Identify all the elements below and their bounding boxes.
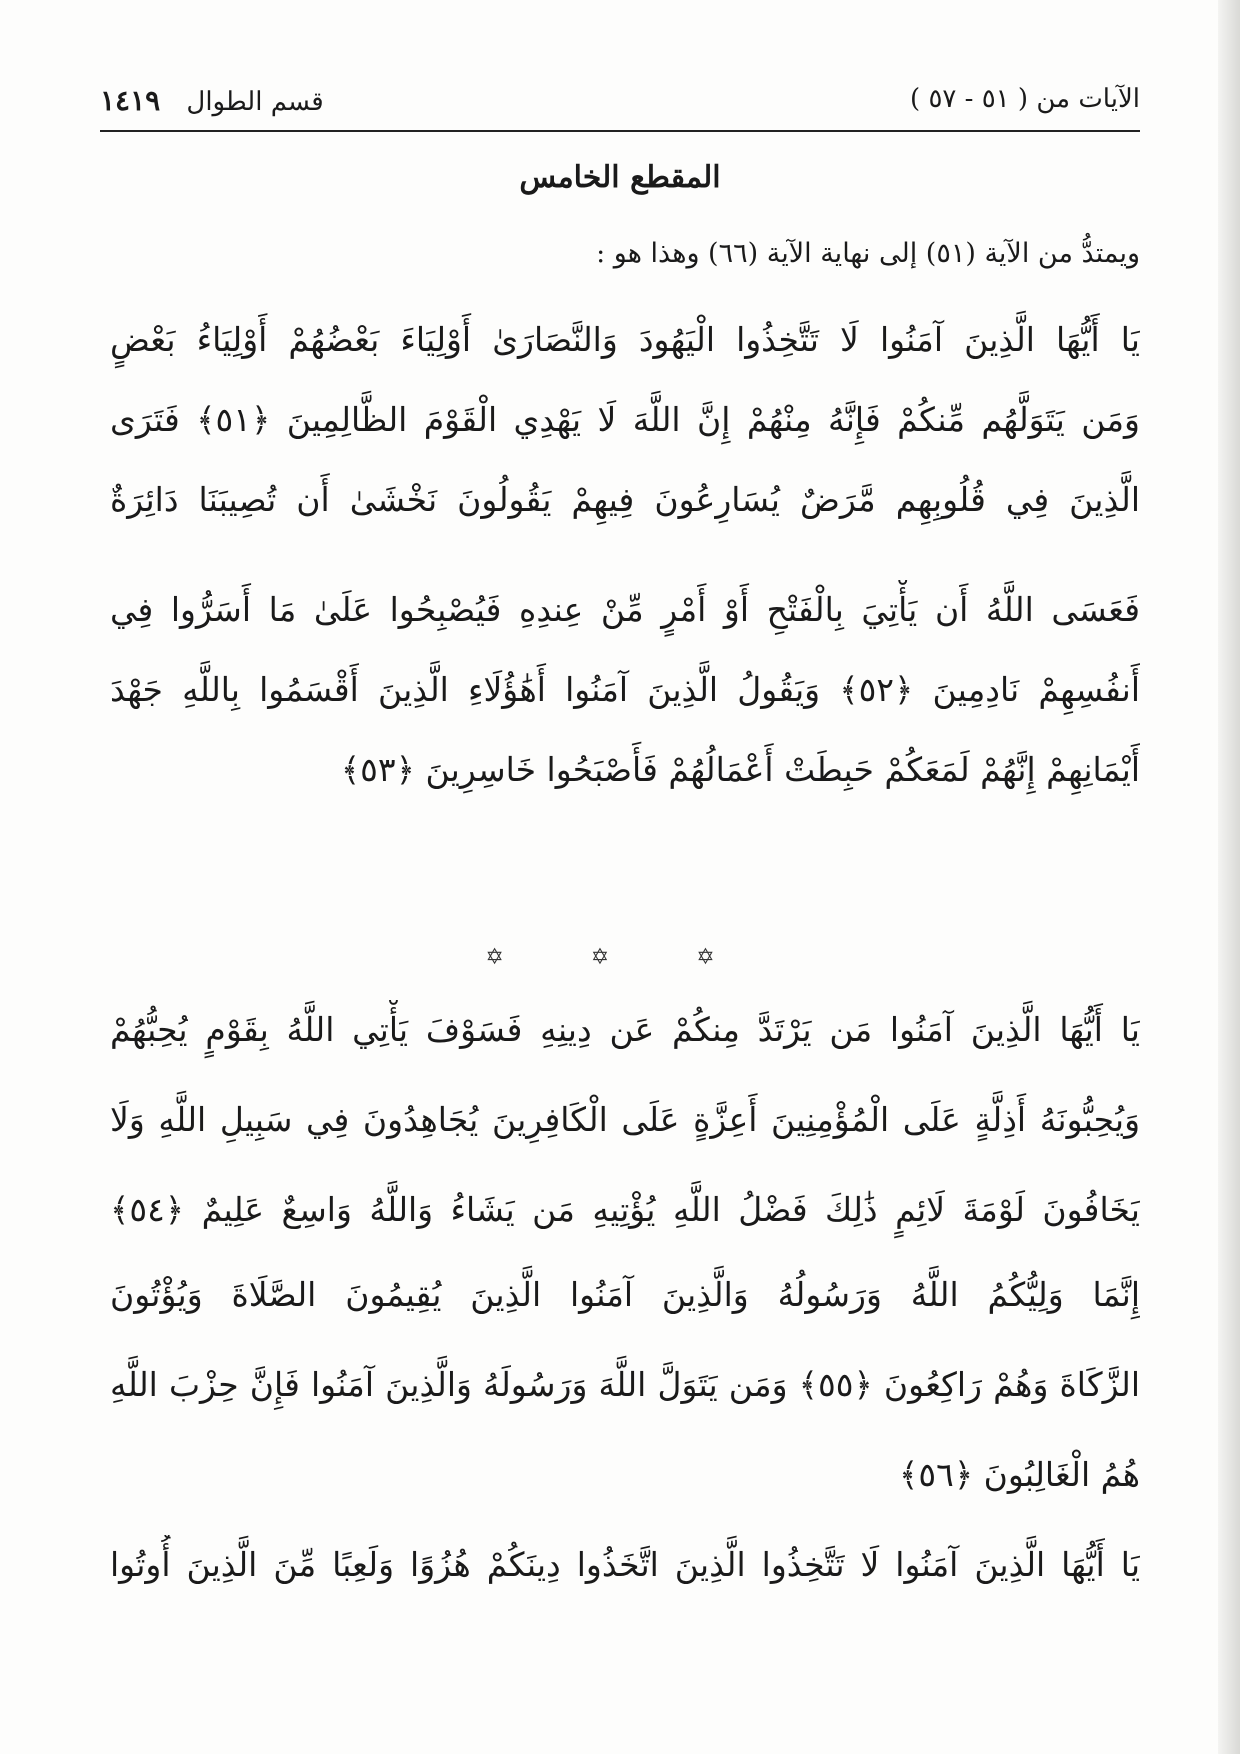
intro-text: ويمتدُّ من الآية (٥١) إلى نهاية الآية (٦٦) وهذا هو : bbox=[596, 238, 1140, 269]
verse-line: يَا أَيُّهَا الَّذِينَ آمَنُوا لَا تَتَّخِذُوا الَّذِينَ اتَّخَذُوا دِينَكُمْ هُزُوًا وَلَعِبًا مِّنَ الَّذِينَ أُوتُوا bbox=[110, 1545, 1140, 1584]
verse-line: يَا أَيُّهَا الَّذِينَ آمَنُوا لَا تَتَّخِذُوا الْيَهُودَ وَالنَّصَارَىٰ أَوْلِيَاءَ بَعْضُهُمْ أَوْلِيَاءُ بَعْضٍ bbox=[110, 320, 1140, 359]
verse-line: وَيُحِبُّونَهُ أَذِلَّةٍ عَلَى الْمُؤْمِنِينَ أَعِزَّةٍ عَلَى الْكَافِرِينَ يُجَاهِدُونَ فِي سَبِيلِ اللَّهِ وَلَا bbox=[110, 1100, 1140, 1139]
verse-line: أَيْمَانِهِمْ إِنَّهُمْ لَمَعَكُمْ حَبِطَتْ أَعْمَالُهُمْ فَأَصْبَحُوا خَاسِرِينَ ﴿٥٣﴾ bbox=[340, 750, 1140, 789]
page-number: ١٤١٩ bbox=[100, 84, 161, 117]
verse-line: إِنَّمَا وَلِيُّكُمُ اللَّهُ وَرَسُولُهُ وَالَّذِينَ آمَنُوا الَّذِينَ يُقِيمُونَ الصَّلَاةَ وَيُؤْتُونَ bbox=[110, 1275, 1140, 1314]
verses-range: الآيات من ( ٥١ - ٥٧ ) bbox=[910, 84, 1140, 114]
verse-line: فَعَسَى اللَّهُ أَن يَأْتِيَ بِالْفَتْحِ أَوْ أَمْرٍ مِّنْ عِندِهِ فَيُصْبِحُوا عَلَىٰ مَا أَسَرُّوا فِي bbox=[110, 590, 1140, 629]
star-separator: ✡ ✡ ✡ bbox=[485, 945, 755, 970]
verse-line: الَّذِينَ فِي قُلُوبِهِم مَّرَضٌ يُسَارِعُونَ فِيهِمْ يَقُولُونَ نَخْشَىٰ أَن تُصِيبَنَا دَائِرَةٌ bbox=[110, 480, 1140, 519]
verse-line: يَخَافُونَ لَوْمَةَ لَائِمٍ ذَٰلِكَ فَضْلُ اللَّهِ يُؤْتِيهِ مَن يَشَاءُ وَاللَّهُ وَاسِعٌ عَلِيمٌ ﴿٥٤﴾ bbox=[110, 1190, 1140, 1229]
verse-line: هُمُ الْغَالِبُونَ ﴿٥٦﴾ bbox=[899, 1455, 1140, 1494]
section-page-label bbox=[100, 84, 324, 117]
verse-line: وَمَن يَتَوَلَّهُم مِّنكُمْ فَإِنَّهُ مِنْهُمْ إِنَّ اللَّهَ لَا يَهْدِي الْقَوْمَ الظَّالِمِينَ ﴿٥١﴾ فَتَرَى bbox=[110, 400, 1140, 439]
section-title: المقطع الخامس bbox=[519, 160, 721, 195]
section-name: قسم الطوال bbox=[186, 87, 324, 117]
verse-line: أَنفُسِهِمْ نَادِمِينَ ﴿٥٢﴾ وَيَقُولُ الَّذِينَ آمَنُوا أَهَٰؤُلَاءِ الَّذِينَ أَقْسَمُوا بِاللَّهِ جَهْدَ bbox=[110, 670, 1140, 709]
header-rule bbox=[100, 130, 1140, 132]
page-edge-shadow bbox=[1218, 0, 1240, 1754]
running-header bbox=[100, 78, 1140, 128]
verse-line: الزَّكَاةَ وَهُمْ رَاكِعُونَ ﴿٥٥﴾ وَمَن يَتَوَلَّ اللَّهَ وَرَسُولَهُ وَالَّذِينَ آمَنُوا فَإِنَّ حِزْبَ اللَّهِ bbox=[110, 1365, 1140, 1404]
verse-line: يَا أَيُّهَا الَّذِينَ آمَنُوا مَن يَرْتَدَّ مِنكُمْ عَن دِينِهِ فَسَوْفَ يَأْتِي اللَّهُ بِقَوْمٍ يُحِبُّهُمْ bbox=[110, 1010, 1140, 1049]
